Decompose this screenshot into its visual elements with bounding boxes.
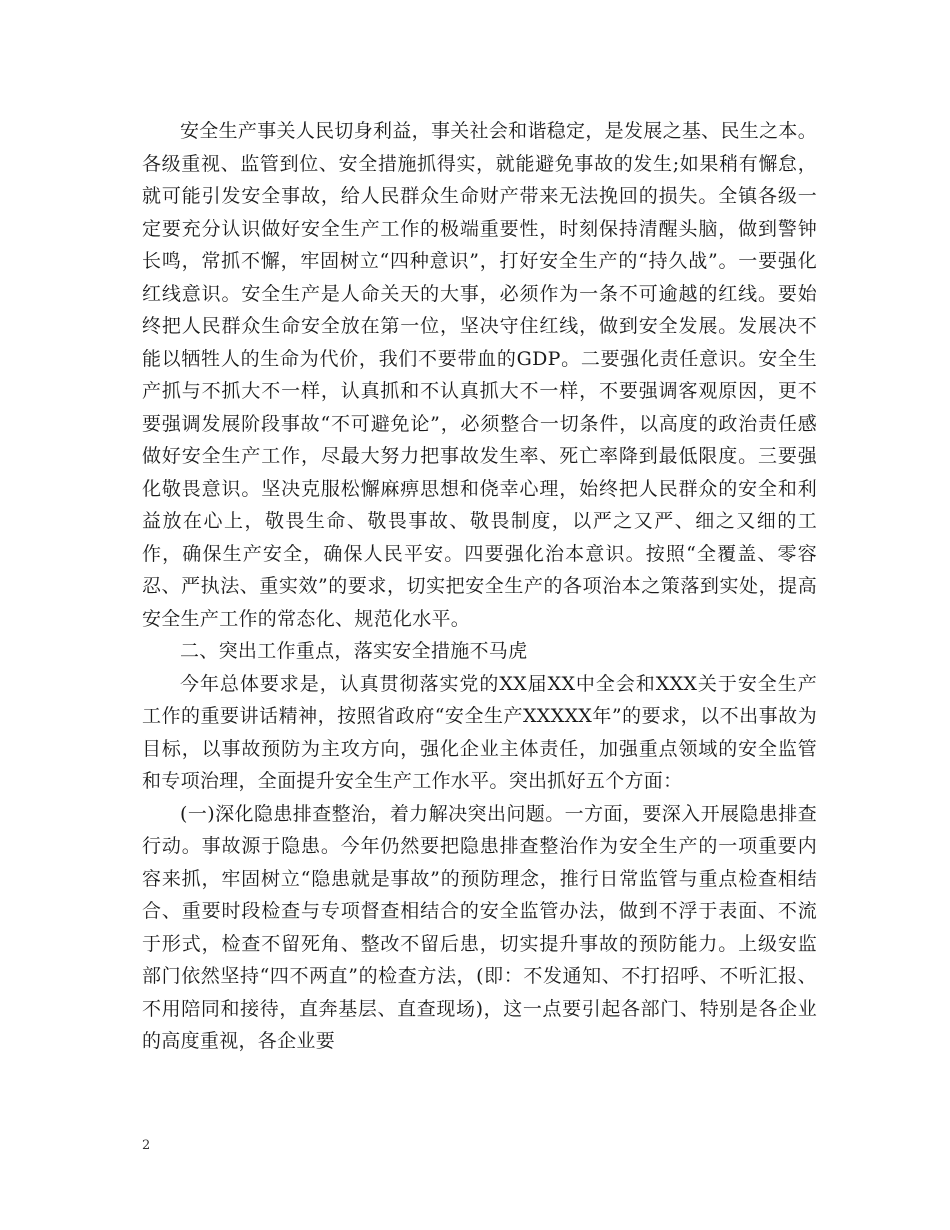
page-number: 2 (142, 1138, 151, 1153)
paragraph-overall-requirements: 今年总体要求是，认真贯彻落实党的XX届XX中全会和XXX关于安全生产工作的重要讲话精神，按照省政府“安全生产XXXXX年”的要求，以不出事故为目标，以事故预防为主攻方向，强化企业主体责任，加强重点领域的安全监管和专项治理，全面提升安全生产工作水平。突出抓好五个方面： (142, 672, 817, 792)
paragraph-hazard-inspection: (一)深化隐患排查整治，着力解决突出问题。一方面，要深入开展隐患排查行动。事故源于隐患。今年仍然要把隐患排查整治作为安全生产的一项重要内容来抓，牢固树立“隐患就是事故”的预防理念，推行日常监管与重点检查相结合、重要时段检查与专项督查相结合的安全监管办法，做到不浮于表面、不流于形式，检查不留死角、整改不留后患，切实提升事故的预防能力。上级安监部门依然坚持“四不两直”的检查方法，(即：不发通知、不打招呼、不听汇报、不用陪同和接待，直奔基层、直查现场)，这一点要引起各部门、特别是各企业的高度重视，各企业要 (142, 802, 817, 1052)
section-heading-work-focus: 二、突出工作重点，落实安全措施不马虎 (180, 640, 528, 662)
document-body (142, 115, 817, 1058)
paragraph-safety-awareness: 安全生产事关人民切身利益，事关社会和谐稳定，是发展之基、民生之本。各级重视、监管到位、安全措施抓得实，就能避免事故的发生;如果稍有懈怠，就可能引发安全事故，给人民群众生命财产带来无法挽回的损失。全镇各级一定要充分认识做好安全生产工作的极端重要性，时刻保持清醒头脑，做到警钟长鸣，常抓不懈，牢固树立“四种意识”，打好安全生产的“持久战”。一要强化红线意识。安全生产是人命关天的大事，必须作为一条不可逾越的红线。要始终把人民群众生命安全放在第一位，坚决守住红线，做到安全发展。发展决不能以牺牲人的生命为代价，我们不要带血的GDP。二要强化责任意识。安全生产抓与不抓大不一样，认真抓和不认真抓大不一样，不要强调客观原因，更不要强调发展阶段事故“不可避免论”，必须整合一切条件，以高度的政治责任感做好安全生产工作，尽最大努力把事故发生率、死亡率降到最低限度。三要强化敬畏意识。坚决克服松懈麻痹思想和侥幸心理，始终把人民群众的安全和利益放在心上，敬畏生命、敬畏事故、敬畏制度，以严之又严、细之又细的工作，确保生产安全，确保人民平安。四要强化治本意识。按照“全覆盖、零容忍、严执法、重实效”的要求，切实把安全生产的各项治本之策落到实处，提高安全生产工作的常态化、规范化水平。 (142, 120, 817, 630)
